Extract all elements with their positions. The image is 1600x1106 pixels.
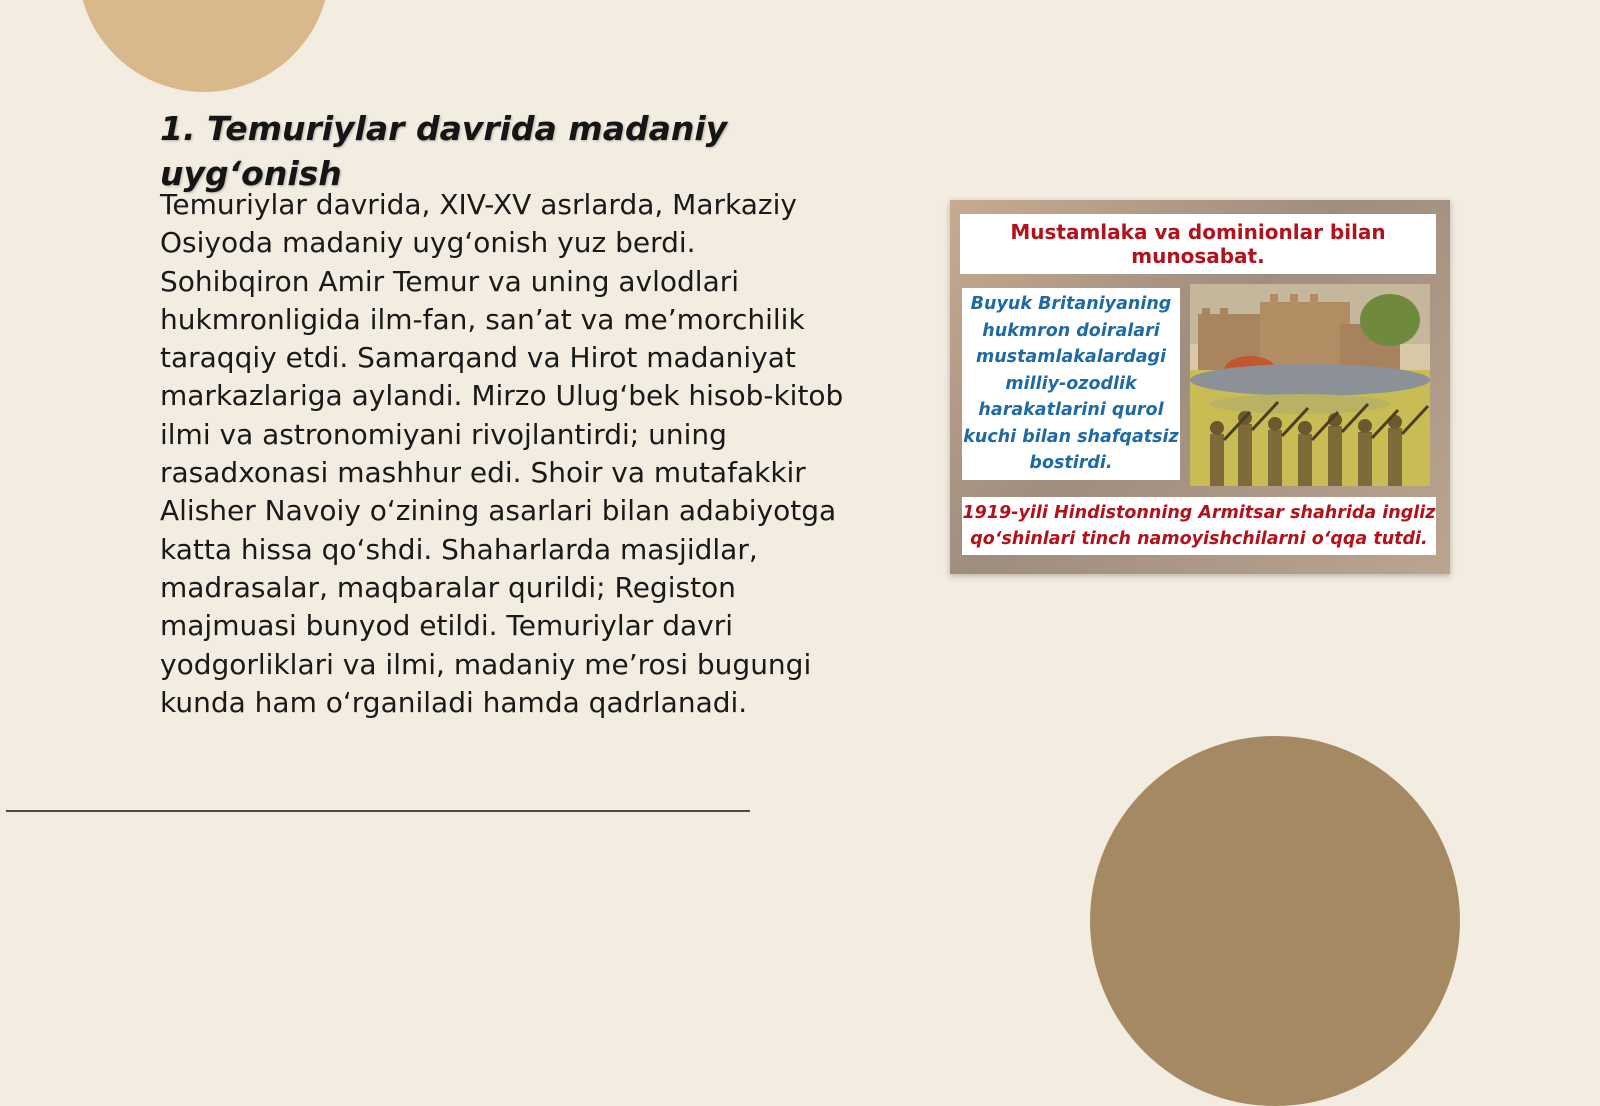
slide-image (950, 200, 1450, 574)
slide-title: 1. Temuriylar davrida madaniy uyg‘onish (160, 109, 728, 193)
historical-painting (1190, 284, 1430, 486)
image-caption: 1919-yili Hindistonning Armitsar shahrida ingliz qo‘shinlari tinch namoyishchilarni o‘qqa tutdi. (962, 497, 1436, 555)
decorative-circle-bottom (1090, 736, 1460, 1106)
decorative-circle-top (78, 0, 330, 92)
image-heading: Mustamlaka va dominionlar bilan munosabat. (960, 214, 1436, 274)
slide-body-text: Temuriylar davrida, XIV-XV asrlarda, Markaziy Osiyoda madaniy uyg‘onish yuz berdi. Sohibqiron Amir Temur va uning avlodlari hukmronligida ilm-fan, san’at va me’morchilik taraqqiy etdi. Samarqand va Hirot madaniyat markazlariga aylandi. Mirzo Ulug‘bek hisob-kitob ilmi va astronomiyani rivojlantirdi; uning rasadxonasi mashhur edi. Shoir va mutafakkir Alisher Navoiy o‘zining asarlari bilan adabiyotga katta hissa qo‘shdi. Shaharlarda masjidlar, madrasalar, maqbaralar qurildi; Registon majmuasi bunyod etildi. Temuriylar davri yodgorliklari va ilmi, madaniy me’rosi bugungi kunda ham o‘rganiladi hamda qadrlanadi. (160, 188, 844, 719)
image-side-text: Buyuk Britaniyaning hukmron doiralari mustamlakalardagi milliy-ozodlik harakatlarini qurol kuchi bilan shafqatsiz bostirdi. (962, 288, 1180, 480)
divider-line (6, 810, 750, 812)
